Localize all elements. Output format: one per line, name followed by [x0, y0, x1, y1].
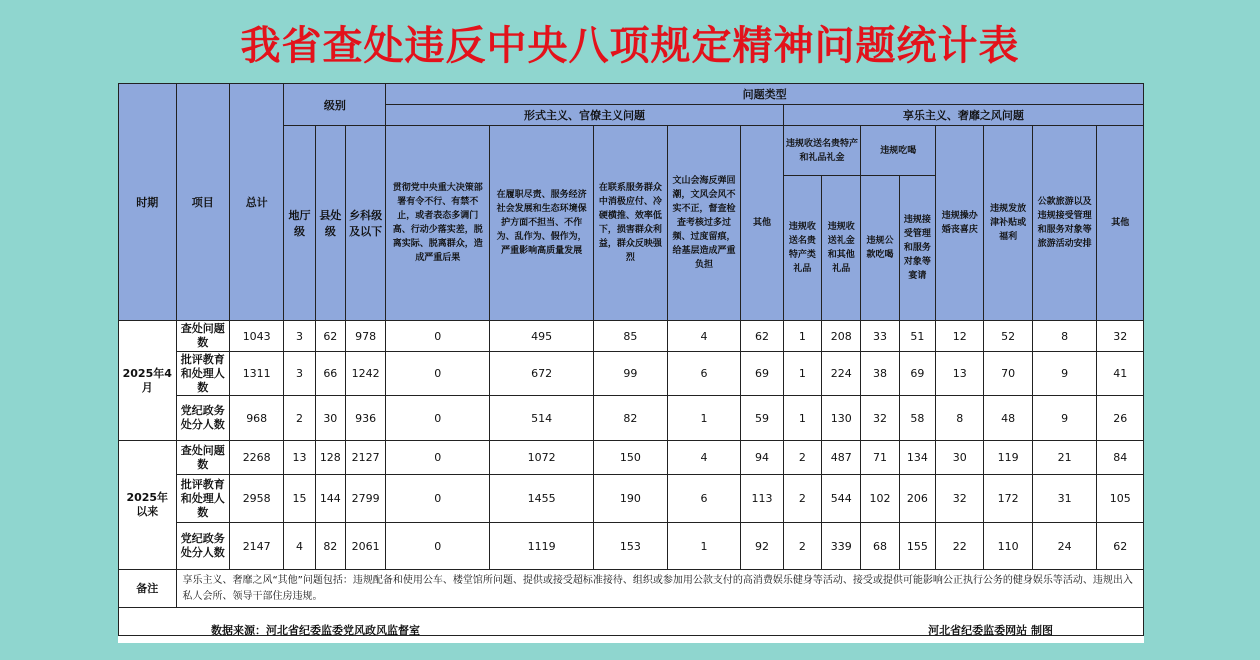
value-cell: 0	[386, 396, 490, 441]
value-cell: 155	[899, 523, 935, 570]
value-cell: 2958	[229, 475, 283, 523]
value-cell: 1242	[345, 352, 385, 396]
value-cell: 31	[1032, 475, 1097, 523]
value-cell: 3	[284, 352, 315, 396]
header-formalism: 形式主义、官僚主义问题	[386, 105, 783, 126]
table-row	[119, 523, 1144, 570]
value-cell: 0	[386, 523, 490, 570]
value-cell: 2147	[229, 523, 283, 570]
value-cell: 32	[1097, 321, 1144, 352]
item-cell: 党纪政务处分人数	[176, 523, 229, 570]
value-cell: 1311	[229, 352, 283, 396]
value-cell: 13	[284, 441, 315, 475]
header-level: 级别	[284, 84, 386, 126]
value-cell: 13	[936, 352, 984, 396]
table-row	[119, 475, 1144, 523]
value-cell: 1	[667, 396, 741, 441]
header-gift-b: 违规收送礼金和其他礼品	[822, 176, 861, 321]
value-cell: 144	[315, 475, 345, 523]
value-cell: 62	[1097, 523, 1144, 570]
value-cell: 134	[899, 441, 935, 475]
value-cell: 1455	[490, 475, 594, 523]
header-wedding: 违规操办婚丧喜庆	[936, 126, 984, 321]
value-cell: 58	[899, 396, 935, 441]
value-cell: 113	[741, 475, 783, 523]
page-title: 我省查处违反中央八项规定精神问题统计表	[240, 23, 1020, 69]
item-cell: 批评教育和处理人数	[176, 475, 229, 523]
period-cell: 2025年以来	[119, 441, 177, 570]
footer-maker: 河北省纪委监委网站 制图	[928, 623, 1053, 636]
value-cell: 110	[984, 523, 1032, 570]
value-cell: 12	[936, 321, 984, 352]
table-row	[119, 352, 1144, 396]
header-gift-a: 违规收送名贵特产类礼品	[783, 176, 821, 321]
value-cell: 51	[899, 321, 935, 352]
header-gift-group: 违规收送名贵特产和礼品礼金	[783, 126, 861, 176]
value-cell: 62	[741, 321, 783, 352]
value-cell: 32	[861, 396, 899, 441]
value-cell: 84	[1097, 441, 1144, 475]
value-cell: 224	[822, 352, 861, 396]
value-cell: 514	[490, 396, 594, 441]
header-period: 时期	[119, 84, 177, 321]
value-cell: 8	[936, 396, 984, 441]
item-cell: 查处问题数	[176, 441, 229, 475]
value-cell: 92	[741, 523, 783, 570]
header-eat-b: 违规接受管理和服务对象等宴请	[899, 176, 935, 321]
value-cell: 33	[861, 321, 899, 352]
value-cell: 2127	[345, 441, 385, 475]
value-cell: 70	[984, 352, 1032, 396]
header-level-township: 乡科级及以下	[345, 126, 385, 321]
value-cell: 339	[822, 523, 861, 570]
value-cell: 94	[741, 441, 783, 475]
value-cell: 2	[783, 475, 821, 523]
header-formalism-3: 在联系服务群众中消极应付、冷硬横推、效率低下，损害群众利益，群众反映强烈	[594, 126, 668, 321]
value-cell: 4	[667, 321, 741, 352]
value-cell: 1119	[490, 523, 594, 570]
footer-row	[119, 608, 1144, 636]
value-cell: 24	[1032, 523, 1097, 570]
value-cell: 130	[822, 396, 861, 441]
value-cell: 68	[861, 523, 899, 570]
value-cell: 2	[783, 441, 821, 475]
value-cell: 4	[284, 523, 315, 570]
value-cell: 1	[783, 321, 821, 352]
header-formalism-other: 其他	[741, 126, 783, 321]
value-cell: 1043	[229, 321, 283, 352]
value-cell: 150	[594, 441, 668, 475]
value-cell: 4	[667, 441, 741, 475]
value-cell: 1	[783, 396, 821, 441]
header-formalism-4: 文山会海反弹回潮，文风会风不实不正，督查检查考核过多过频、过度留痕，给基层造成严重负担	[667, 126, 741, 321]
value-cell: 26	[1097, 396, 1144, 441]
header-travel: 公款旅游以及违规接受管理和服务对象等旅游活动安排	[1032, 126, 1097, 321]
header-hedonism-other: 其他	[1097, 126, 1144, 321]
value-cell: 102	[861, 475, 899, 523]
table-row	[119, 441, 1144, 475]
value-cell: 544	[822, 475, 861, 523]
value-cell: 1	[667, 523, 741, 570]
value-cell: 208	[822, 321, 861, 352]
value-cell: 6	[667, 475, 741, 523]
value-cell: 82	[594, 396, 668, 441]
header-eat-group: 违规吃喝	[861, 126, 936, 176]
item-cell: 党纪政务处分人数	[176, 396, 229, 441]
item-cell: 批评教育和处理人数	[176, 352, 229, 396]
value-cell: 2799	[345, 475, 385, 523]
header-allowance: 违规发放津补贴或福利	[984, 126, 1032, 321]
header-level-county: 县处级	[315, 126, 345, 321]
value-cell: 978	[345, 321, 385, 352]
header-formalism-1: 贯彻党中央重大决策部署有令不行、有禁不止，或者表态多调门高、行动少落实差，脱离实际、脱离群众，造成严重后果	[386, 126, 490, 321]
header-item: 项目	[176, 84, 229, 321]
value-cell: 128	[315, 441, 345, 475]
value-cell: 62	[315, 321, 345, 352]
value-cell: 153	[594, 523, 668, 570]
value-cell: 495	[490, 321, 594, 352]
value-cell: 0	[386, 352, 490, 396]
value-cell: 1072	[490, 441, 594, 475]
header-hedonism: 享乐主义、奢靡之风问题	[783, 105, 1143, 126]
header-total: 总计	[229, 84, 283, 321]
value-cell: 119	[984, 441, 1032, 475]
value-cell: 6	[667, 352, 741, 396]
value-cell: 52	[984, 321, 1032, 352]
value-cell: 2268	[229, 441, 283, 475]
value-cell: 41	[1097, 352, 1144, 396]
value-cell: 66	[315, 352, 345, 396]
header-level-prefecture: 地厅级	[284, 126, 315, 321]
value-cell: 0	[386, 321, 490, 352]
remark-label: 备注	[119, 570, 177, 608]
period-cell: 2025年4月	[119, 321, 177, 441]
value-cell: 968	[229, 396, 283, 441]
value-cell: 71	[861, 441, 899, 475]
value-cell: 30	[936, 441, 984, 475]
value-cell: 69	[899, 352, 935, 396]
value-cell: 105	[1097, 475, 1144, 523]
remark-text: 享乐主义、奢靡之风“其他”问题包括：违规配备和使用公车、楼堂馆所问题、提供或接受超标准接待、组织或参加用公款支付的高消费娱乐健身等活动、接受或提供可能影响公正执行公务的健身娱乐等活动、违规出入私人会所、领导干部住房违规。	[176, 570, 1144, 608]
statistics-table-container	[118, 83, 1144, 643]
value-cell: 99	[594, 352, 668, 396]
value-cell: 2	[783, 523, 821, 570]
footer-source: 数据来源：河北省纪委监委党风政风监督室	[211, 623, 420, 636]
item-cell: 查处问题数	[176, 321, 229, 352]
value-cell: 22	[936, 523, 984, 570]
value-cell: 3	[284, 321, 315, 352]
value-cell: 2	[284, 396, 315, 441]
value-cell: 672	[490, 352, 594, 396]
value-cell: 59	[741, 396, 783, 441]
value-cell: 9	[1032, 396, 1097, 441]
table-row	[119, 321, 1144, 352]
value-cell: 1	[783, 352, 821, 396]
value-cell: 487	[822, 441, 861, 475]
value-cell: 15	[284, 475, 315, 523]
header-problem-type: 问题类型	[386, 84, 1144, 105]
table-row	[119, 396, 1144, 441]
value-cell: 8	[1032, 321, 1097, 352]
value-cell: 21	[1032, 441, 1097, 475]
value-cell: 0	[386, 441, 490, 475]
value-cell: 38	[861, 352, 899, 396]
value-cell: 2061	[345, 523, 385, 570]
value-cell: 206	[899, 475, 935, 523]
value-cell: 82	[315, 523, 345, 570]
header-eat-a: 违规公款吃喝	[861, 176, 899, 321]
value-cell: 85	[594, 321, 668, 352]
header-formalism-2: 在履职尽责、服务经济社会发展和生态环境保护方面不担当、不作为、乱作为、假作为，严重影响高质量发展	[490, 126, 594, 321]
value-cell: 32	[936, 475, 984, 523]
value-cell: 69	[741, 352, 783, 396]
value-cell: 48	[984, 396, 1032, 441]
value-cell: 30	[315, 396, 345, 441]
value-cell: 172	[984, 475, 1032, 523]
value-cell: 190	[594, 475, 668, 523]
statistics-table	[118, 83, 1144, 636]
value-cell: 9	[1032, 352, 1097, 396]
table-body	[119, 321, 1144, 570]
value-cell: 0	[386, 475, 490, 523]
value-cell: 936	[345, 396, 385, 441]
